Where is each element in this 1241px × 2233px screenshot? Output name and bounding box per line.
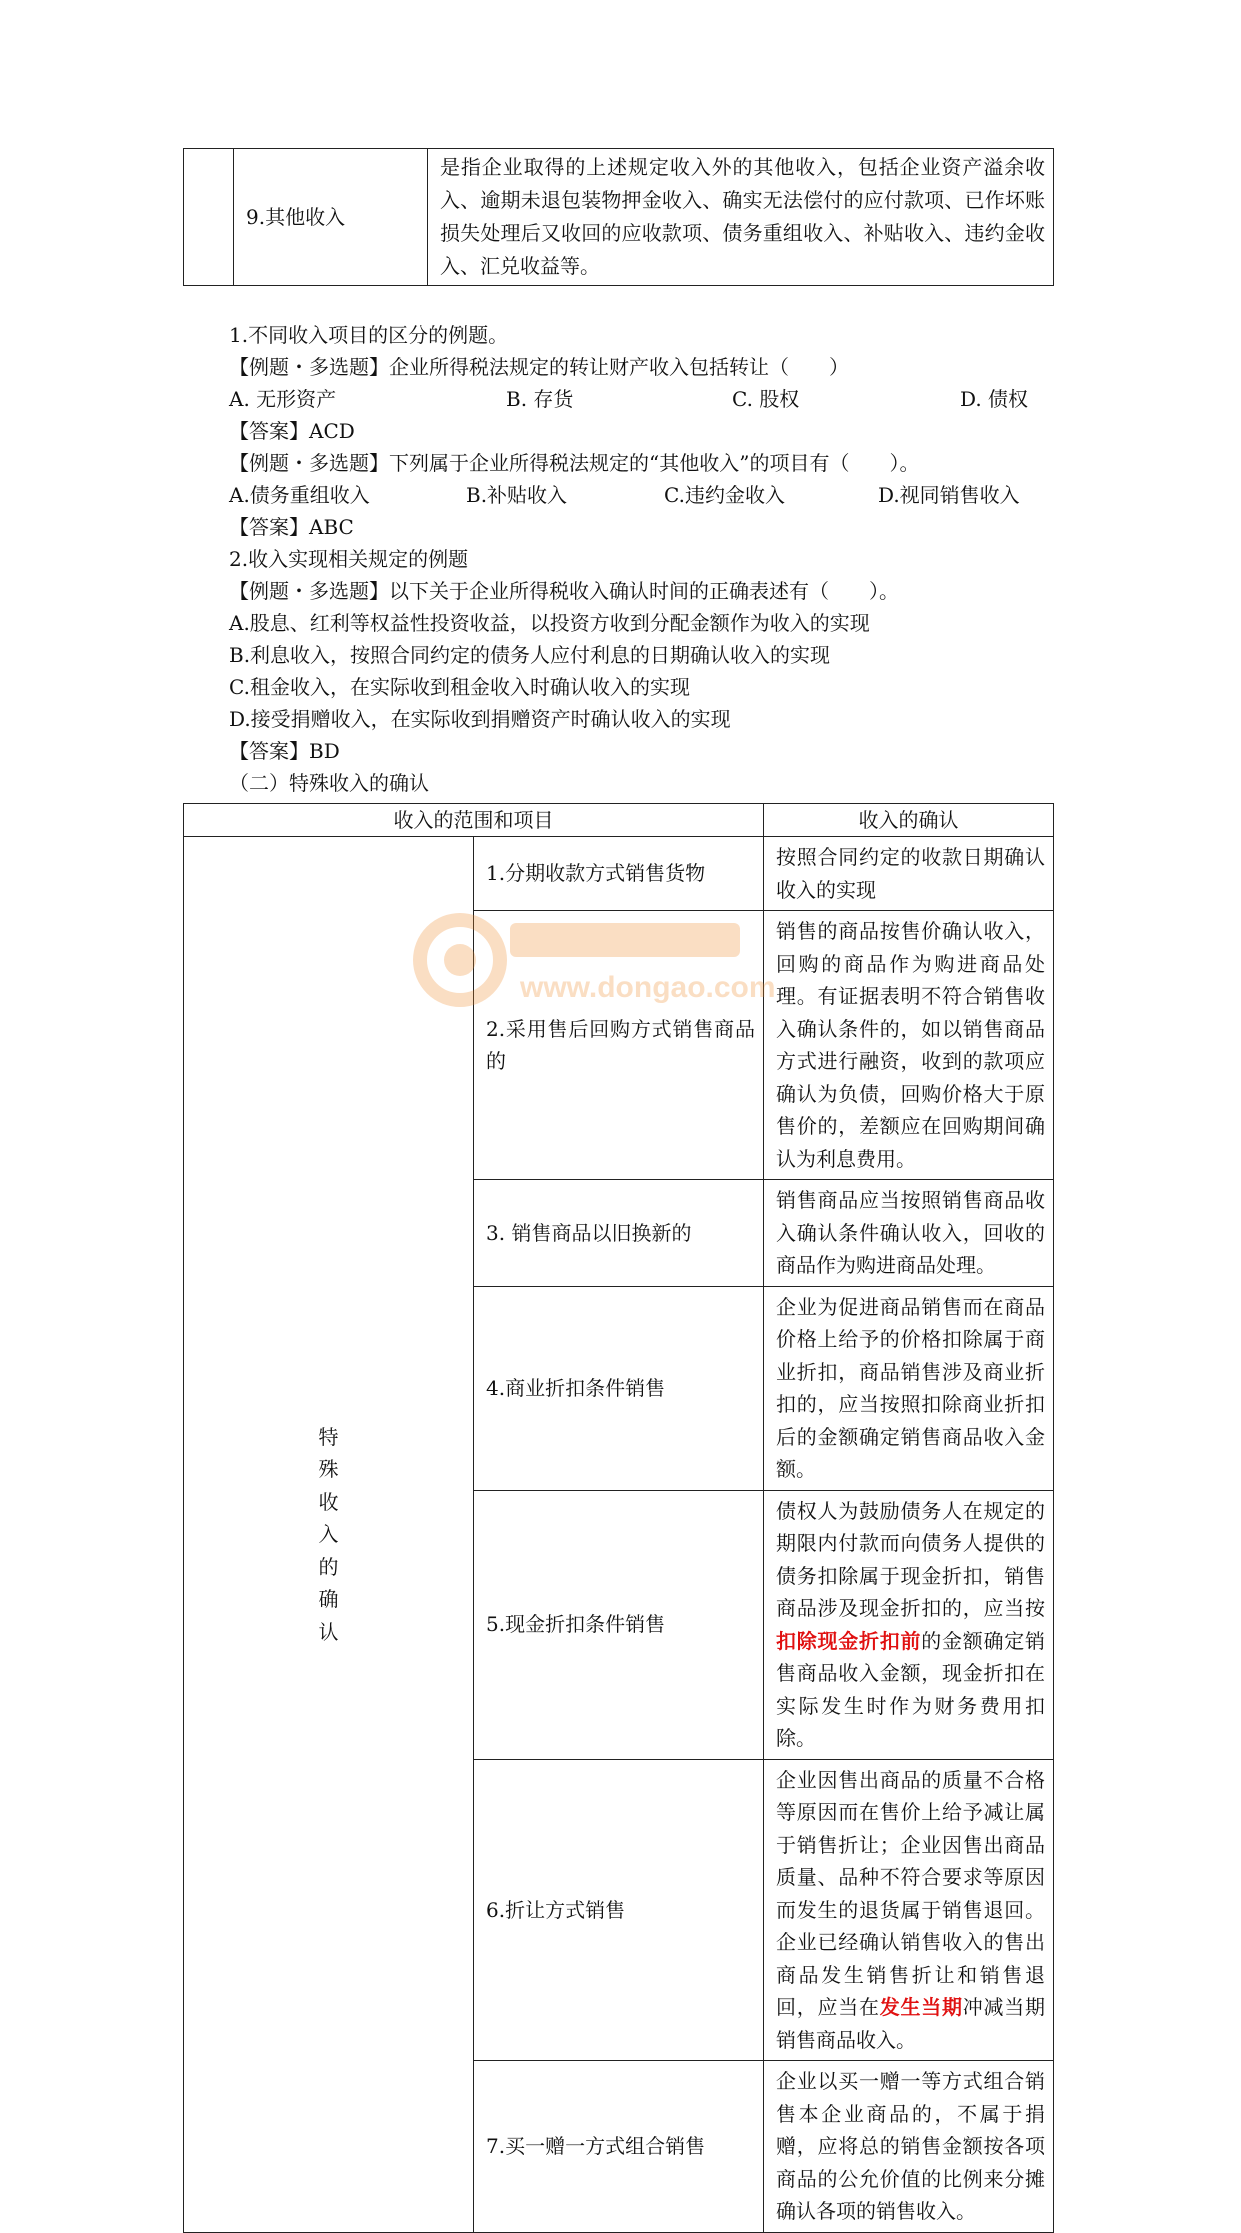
header-confirm: 收入的确认	[764, 804, 1054, 837]
desc-cell: 销售的商品按售价确认收入，回购的商品作为购进商品处理。有证据表明不符合销售收入确认条件的，如以销售商品方式进行融资，收到的款项应确认为负债，回购价格大于原售价的，差额应在回购期间确认为利息费用。	[764, 911, 1054, 1180]
option-row	[229, 479, 1039, 511]
desc-cell	[764, 1759, 1054, 2061]
category-cell	[184, 837, 474, 2233]
option-row	[229, 383, 1039, 415]
answer-line: 【答案】BD	[229, 739, 340, 763]
desc-text: 债权人为鼓励债务人在规定的期限内付款而向债务人提供的债务扣除属于现金折扣，销售商品涉及现金折扣的，应当按	[776, 1498, 1045, 1620]
desc-cell: 按照合同约定的收款日期确认收入的实现	[764, 837, 1054, 911]
category-char: 确	[318, 1587, 339, 1611]
desc-cell: 销售商品应当按照销售商品收入确认条件确认收入，回收的商品作为购进商品处理。	[764, 1180, 1054, 1287]
table-row	[184, 837, 1054, 911]
option-b: B.利息收入，按照合同约定的债务人应付利息的日期确认收入的实现	[229, 643, 831, 667]
desc-cell	[764, 1490, 1054, 1759]
income-item-cell: 9.其他收入	[234, 149, 428, 286]
question-stem: 【例题・多选题】以下关于企业所得税收入确认时间的正确表述有（ ）。	[229, 579, 899, 603]
item-cell: 2.采用售后回购方式销售商品的	[474, 911, 764, 1180]
category-char: 入	[318, 1522, 339, 1546]
income-table-continued	[183, 148, 1054, 286]
option-a: A. 无形资产	[229, 387, 337, 411]
item-cell: 5.现金折扣条件销售	[474, 1490, 764, 1759]
desc-text: 冲减当期销售商品收入。	[776, 1995, 1045, 2052]
question-stem: 【例题・多选题】企业所得税法规定的转让财产收入包括转让（ ）	[229, 355, 849, 379]
option-a: A.债务重组收入	[229, 483, 370, 507]
item-cell: 1.分期收款方式销售货物	[474, 837, 764, 911]
item-cell: 7.买一赠一方式组合销售	[474, 2061, 764, 2233]
option-a: A.股息、红利等权益性投资收益，以投资方收到分配金额作为收入的实现	[229, 611, 870, 635]
special-income-table	[183, 803, 1054, 2233]
desc-text: 的金额确定销售商品收入金额，现金折扣在实际发生时作为财务费用扣除。	[776, 1628, 1045, 1750]
answer-line: 【答案】ACD	[229, 419, 355, 443]
option-c: C.违约金收入	[664, 483, 785, 507]
highlight-text: 发生当期	[879, 1995, 963, 2019]
desc-cell: 企业以买一赠一等方式组合销售本企业商品的，不属于捐赠，应将总的销售金额按各项商品的公允价值的比例来分摊确认各项的销售收入。	[764, 2061, 1054, 2233]
category-char: 殊	[318, 1457, 339, 1481]
option-b: B.补贴收入	[466, 483, 568, 507]
table-header-row	[184, 804, 1054, 837]
option-d: D.接受捐赠收入，在实际收到捐赠资产时确认收入的实现	[229, 707, 731, 731]
item-cell: 3. 销售商品以旧换新的	[474, 1180, 764, 1287]
option-d: D. 债权	[960, 387, 1029, 411]
question-stem: 【例题・多选题】下列属于企业所得税法规定的“其他收入”的项目有（ ）。	[229, 451, 920, 475]
category-char: 收	[318, 1489, 339, 1514]
header-scope: 收入的范围和项目	[184, 804, 764, 837]
item-cell: 6.折让方式销售	[474, 1759, 764, 2061]
section-heading: 1.不同收入项目的区分的例题。	[229, 323, 509, 347]
section-heading: （二）特殊收入的确认	[229, 771, 429, 795]
section-heading: 2.收入实现相关规定的例题	[229, 547, 469, 571]
desc-cell: 企业为促进商品销售而在商品价格上给予的价格扣除属于商业折扣，商品销售涉及商业折扣的，应当按照扣除商业折扣后的金额确定销售商品收入金额。	[764, 1286, 1054, 1490]
category-char: 特	[318, 1424, 339, 1449]
table-row	[184, 149, 1054, 286]
item-cell: 4.商业折扣条件销售	[474, 1286, 764, 1490]
watermark-text: www.dongao.com	[520, 971, 776, 1004]
desc-text: 企业因售出商品的质量不合格等原因而在售价上给予减让属于销售折让；企业因售出商品质量、品种不符合要求等原因而发生的退货属于销售退回。企业已经确认销售收入的售出商品发生销售折让和销售退回，应当在	[776, 1767, 1045, 2019]
blank-category-cell	[184, 149, 234, 286]
income-description-cell: 是指企业取得的上述规定收入外的其他收入，包括企业资产溢余收入、逾期未退包装物押金收入、确实无法偿付的应付款项、已作坏账损失处理后又收回的应收款项、债务重组收入、补贴收入、违约金收入、汇兑收益等。	[428, 149, 1054, 286]
category-char: 的	[318, 1554, 339, 1579]
highlight-text: 扣除现金折扣前	[776, 1628, 922, 1653]
option-d: D.视同销售收入	[878, 483, 1020, 507]
category-char: 认	[318, 1619, 339, 1644]
option-c: C. 股权	[732, 387, 800, 411]
option-b: B. 存货	[506, 387, 574, 411]
answer-line: 【答案】ABC	[229, 515, 354, 539]
option-c: C.租金收入，在实际收到租金收入时确认收入的实现	[229, 675, 690, 699]
